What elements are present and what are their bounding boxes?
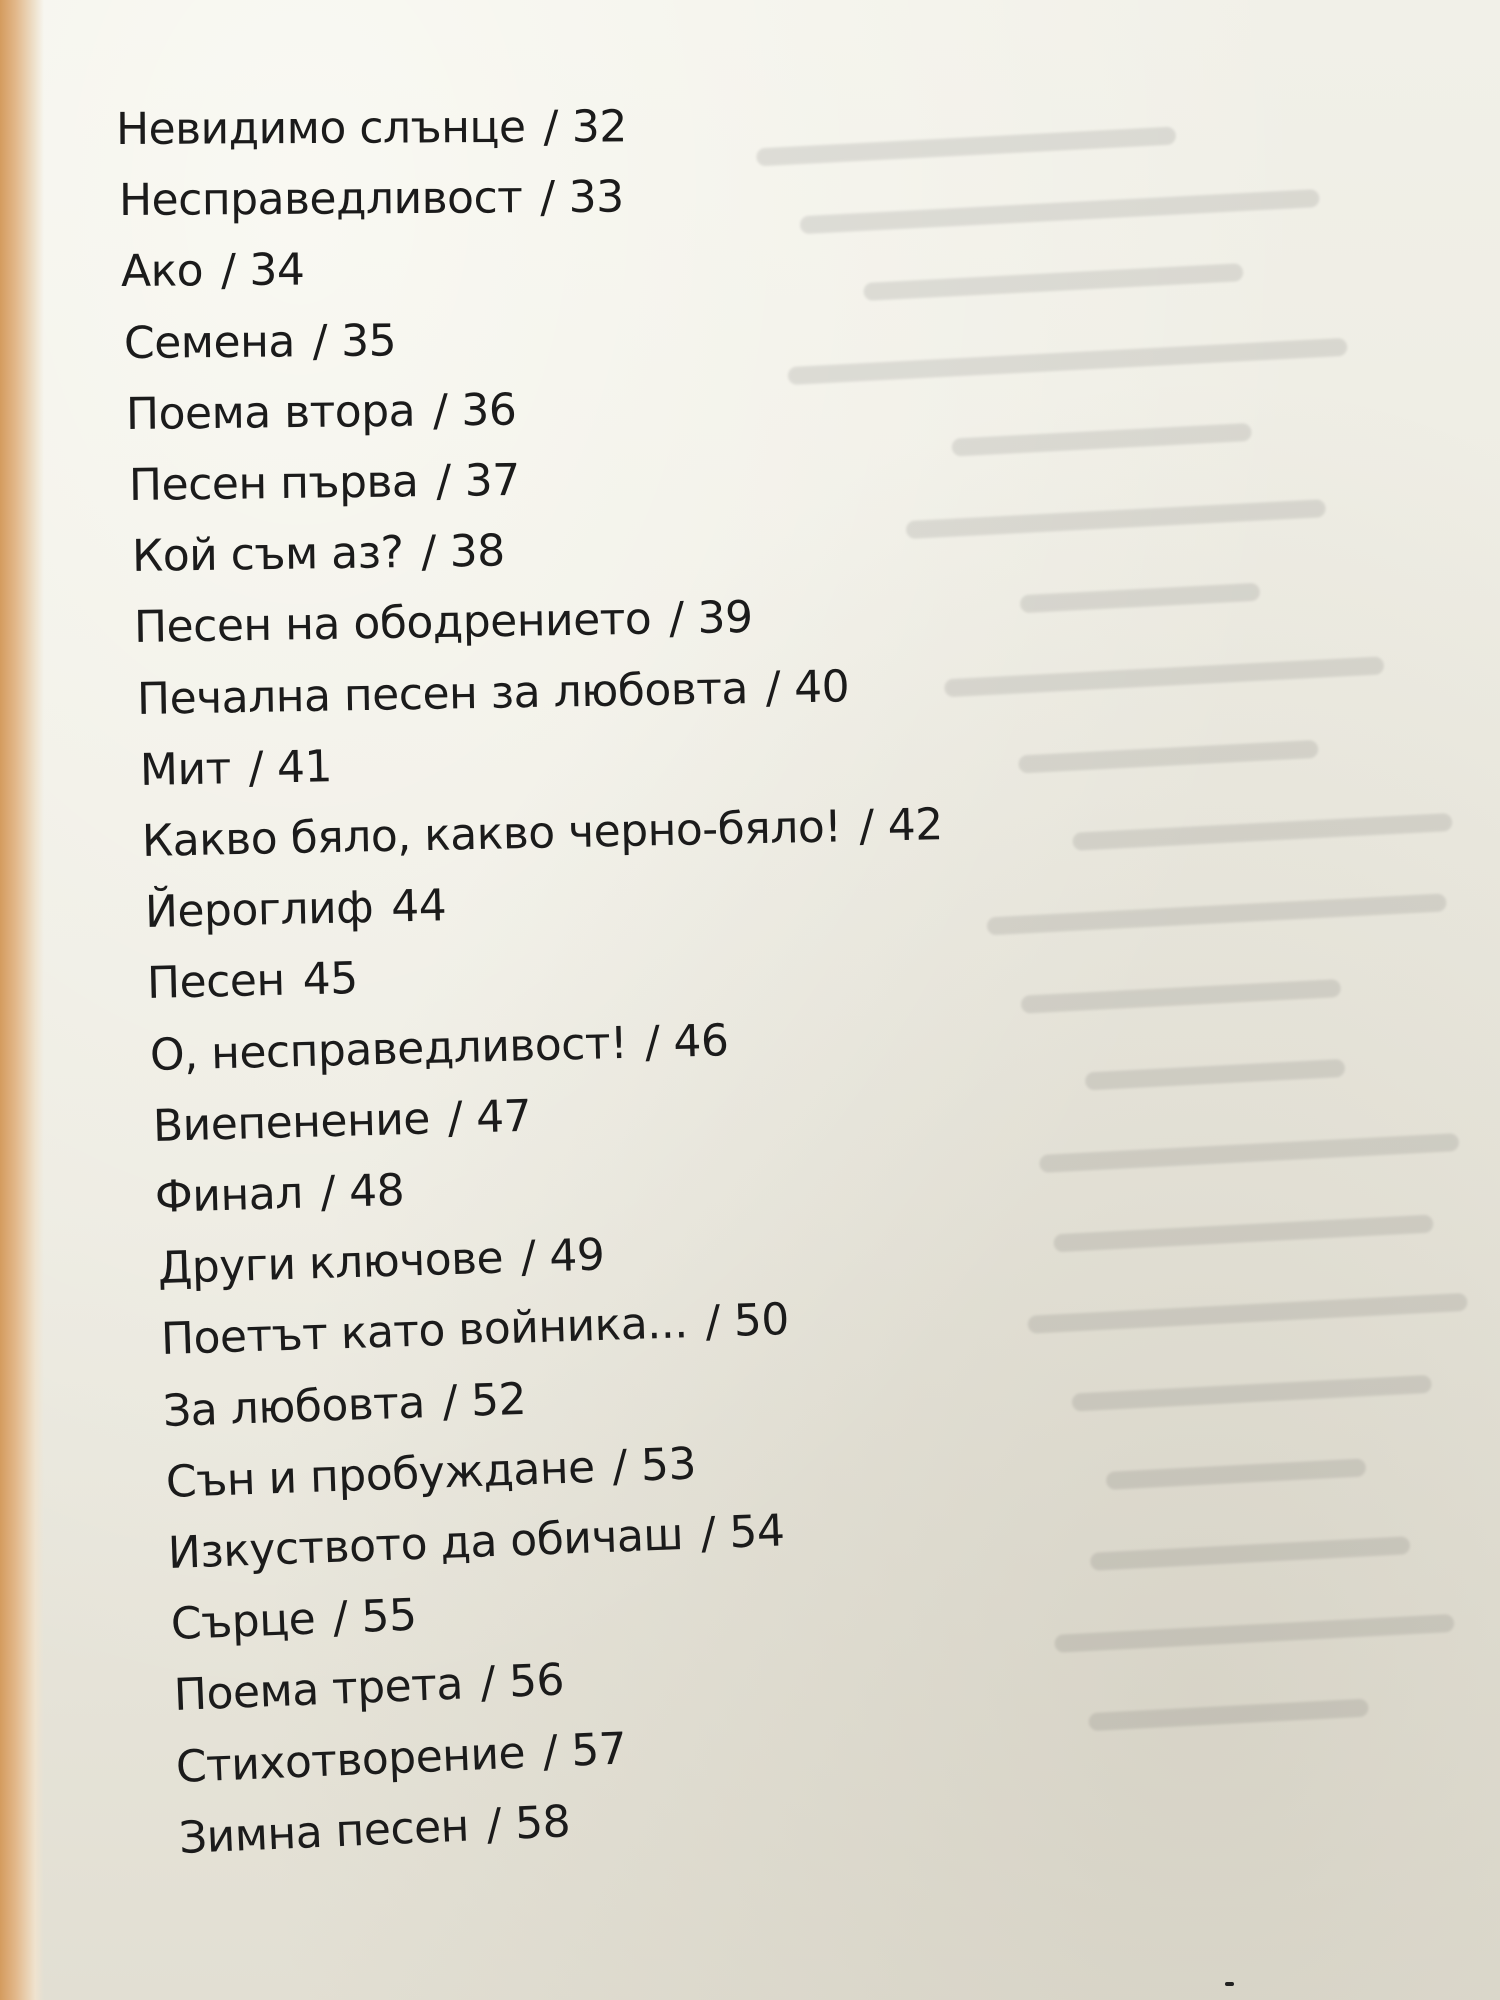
toc-entry-page-number: 58 — [513, 1796, 572, 1850]
toc-entry-separator: / — [446, 1092, 463, 1144]
toc-entry — [154, 1161, 405, 1228]
toc-entry-page-number: 52 — [470, 1373, 528, 1427]
toc-entry-separator: / — [479, 1657, 496, 1710]
toc-entry — [160, 1290, 790, 1370]
toc-entry-separator: / — [765, 662, 781, 714]
toc-entry — [124, 311, 397, 374]
toc-entry-page-number: 35 — [340, 314, 397, 367]
toc-entry-separator: / — [520, 1231, 537, 1284]
toc-entry-page-number: 38 — [449, 525, 505, 578]
toc-entry-page-number: 53 — [639, 1438, 697, 1492]
toc-entry-page-number: 33 — [568, 171, 624, 224]
toc-entry-separator: / — [542, 1725, 559, 1778]
toc-entry-separator: / — [859, 800, 875, 852]
toc-entry-separator: / — [247, 742, 264, 794]
toc-entry-title: Песен — [146, 955, 286, 1010]
toc-entry-title: Зимна песен — [177, 1800, 470, 1864]
ink-speck — [1225, 1982, 1234, 1986]
toc-entry-separator: / — [221, 245, 236, 297]
toc-entry-page-number: 54 — [728, 1505, 786, 1559]
toc-entry — [178, 1792, 572, 1869]
toc-entry — [129, 451, 520, 516]
toc-entry-page-number: 46 — [672, 1014, 730, 1068]
toc-entry-separator: / — [611, 1440, 628, 1493]
toc-entry-page-number: 40 — [793, 660, 850, 713]
toc-entry-title: Други ключове — [157, 1232, 504, 1295]
toc-entry-separator: / — [312, 315, 328, 367]
toc-entry-page-number: 55 — [360, 1589, 418, 1643]
toc-entry — [118, 168, 623, 231]
toc-entry-page-number: 41 — [276, 741, 333, 794]
toc-entry — [134, 588, 754, 658]
toc-entry-title: За любовта — [162, 1376, 426, 1437]
toc-entry-title: Ако — [121, 245, 204, 298]
toc-entry — [144, 876, 447, 943]
show-through-text — [732, 103, 1500, 1857]
toc-entry — [175, 1719, 628, 1798]
toc-entry — [167, 1501, 786, 1584]
toc-entry — [172, 1651, 564, 1726]
toc-entry-title: Песен първа — [128, 456, 419, 511]
toc-entry-page-number: 57 — [570, 1722, 628, 1777]
toc-entry-separator: / — [644, 1016, 661, 1068]
toc-entry-title: Виепенение — [151, 1093, 431, 1152]
toc-entry-title: Песен на ободрението — [133, 593, 652, 654]
toc-entry — [121, 241, 305, 303]
toc-entry — [152, 1087, 532, 1157]
toc-entry — [147, 949, 359, 1014]
book-gutter — [0, 0, 44, 2000]
toc-entry-page-number: 39 — [697, 592, 754, 645]
toc-entry-title: Изкуството да обичаш — [167, 1509, 685, 1579]
toc-entry-title: Семена — [123, 315, 295, 369]
toc-entry-separator: / — [420, 526, 436, 578]
toc-entry-page-number: 45 — [302, 953, 359, 1006]
toc-entry — [136, 657, 849, 730]
toc-entry-title: Печална песен за любовта — [136, 662, 749, 725]
toc-entry-separator: / — [700, 1507, 717, 1560]
toc-entry-title: Поетът като войника... — [159, 1297, 688, 1366]
toc-entry — [165, 1434, 697, 1513]
toc-entry-separator: / — [436, 455, 452, 507]
toc-entry-page-number: 56 — [507, 1654, 565, 1709]
toc-entry-title: Поема втора — [126, 385, 416, 440]
toc-entry-separator: / — [433, 385, 449, 437]
toc-entry-page-number: 44 — [390, 880, 447, 933]
toc-entry — [162, 1369, 527, 1441]
toc-entry-separator: / — [320, 1166, 337, 1219]
toc-entry-separator: / — [539, 172, 555, 224]
toc-entry-separator: / — [442, 1375, 459, 1428]
toc-entry-title: Невидимо слънце — [115, 101, 526, 155]
toc-entry — [139, 737, 332, 801]
toc-entry-page-number: 34 — [249, 244, 305, 297]
toc-entry — [126, 380, 517, 444]
toc-entry — [116, 97, 627, 160]
toc-entry — [157, 1226, 605, 1300]
toc-entry-separator: / — [669, 593, 685, 645]
toc-entry-separator: / — [332, 1592, 349, 1644]
toc-entry-page-number: 47 — [475, 1090, 532, 1143]
toc-entry-title: Мит — [139, 743, 231, 796]
toc-entry-separator: / — [543, 101, 558, 153]
toc-entry-title: Стихотворение — [175, 1727, 527, 1793]
toc-entry-title: Йероглиф — [144, 882, 374, 939]
toc-entry — [170, 1586, 418, 1655]
toc-entry-page-number: 32 — [571, 101, 627, 153]
toc-entry-page-number: 49 — [548, 1229, 605, 1283]
toc-entry-page-number: 42 — [887, 799, 944, 852]
toc-entry-page-number: 37 — [464, 454, 521, 507]
toc-entry-title: Кой съм аз? — [131, 527, 404, 583]
toc-entry-title: Сън и пробуждане — [164, 1441, 596, 1508]
toc-entry-title: Финал — [154, 1167, 304, 1223]
toc-entry-page-number: 48 — [348, 1164, 406, 1218]
toc-entry — [131, 522, 505, 587]
toc-entry-page-number: 36 — [461, 384, 518, 436]
toc-entry-title: О, несправедливост! — [149, 1017, 628, 1081]
toc-entry-page-number: 50 — [732, 1294, 790, 1348]
toc-entry-title: Сърце — [170, 1593, 317, 1651]
toc-entry-separator: / — [704, 1296, 721, 1348]
toc-entry-title: Несправедливост — [118, 172, 523, 227]
toc-entry-title: Поема трета — [172, 1658, 464, 1722]
toc-entry-title: Какво бяло, какво черно-бяло! — [141, 801, 843, 867]
toc-entry — [149, 1011, 729, 1086]
toc-entry-separator: / — [485, 1798, 503, 1851]
